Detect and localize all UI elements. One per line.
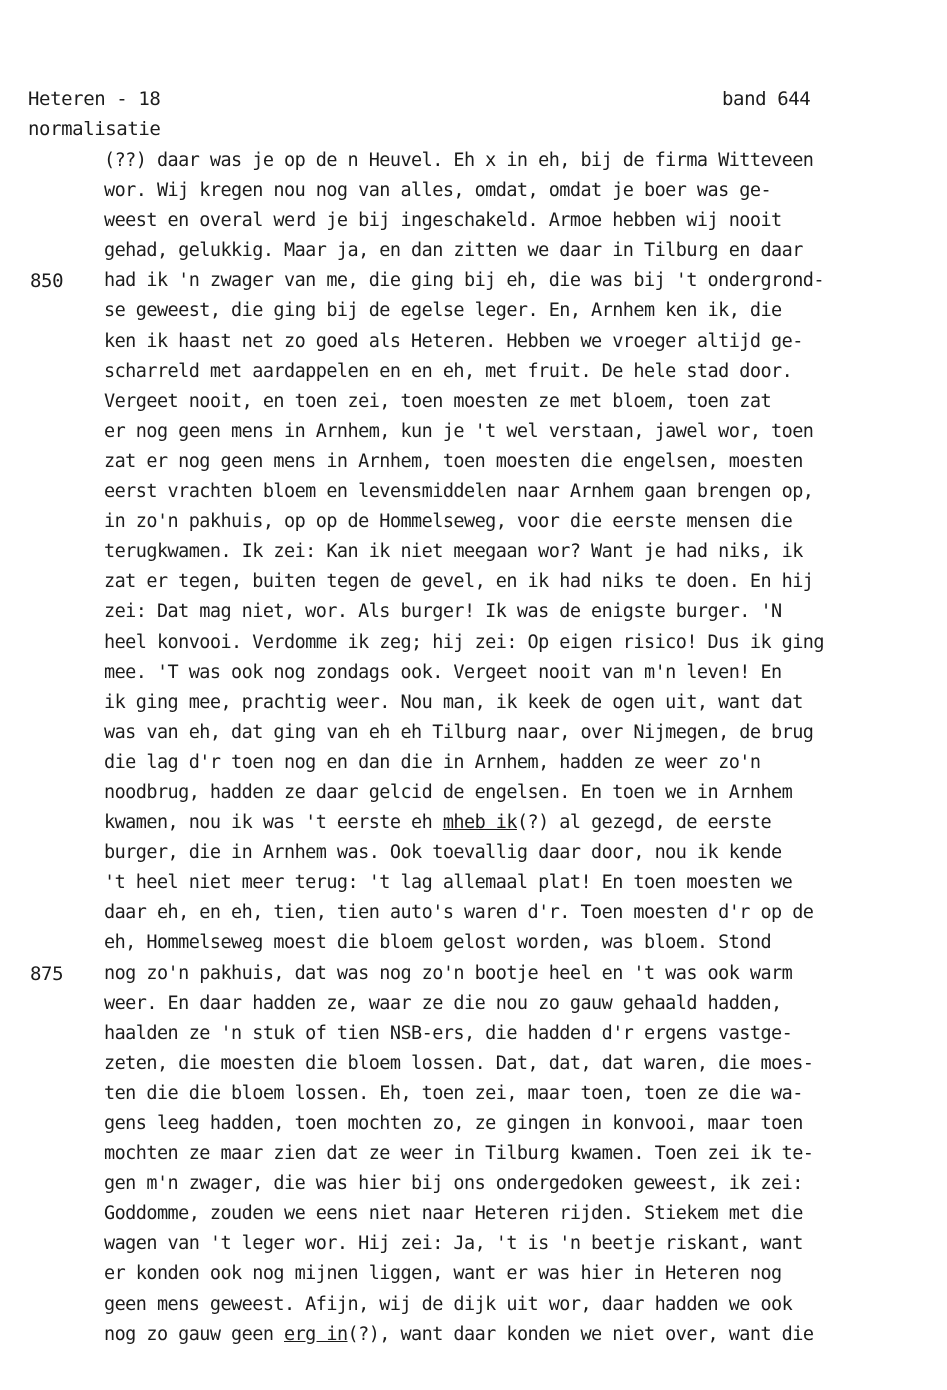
transcript-line: se geweest, die ging bij de egelse leger. En, Arnhem ken ik, die <box>104 300 782 322</box>
underlined-phrase: mheb ik <box>442 812 517 834</box>
transcript-line: weer. En daar hadden ze, waar ze die nou zo gauw gehaald hadden, <box>104 992 782 1014</box>
margin-line-number: 875 <box>30 963 64 985</box>
transcript-line: nog zo gauw geen erg in(?), want daar konden we niet over, want die <box>104 1323 814 1345</box>
transcript-line: 't heel niet meer terug: 't lag allemaal plat! En toen moesten we <box>104 872 793 894</box>
transcript-line: (??) daar was je op de n Heuvel. Eh x in eh, bij de firma Witteveen <box>104 150 814 171</box>
transcript-line: daar eh, en eh, tien, tien auto's waren d'r. Toen moesten d'r op de <box>104 902 814 924</box>
transcript-line: eerst vrachten bloem en levensmiddelen naar Arnhem gaan brengen op, <box>104 481 814 503</box>
normalisatie-label: normalisatie <box>28 118 161 140</box>
transcript-line: ik ging mee, prachtig weer. Nou man, ik keek de ogen uit, want dat <box>104 691 803 713</box>
transcript-line: noodbrug, hadden ze daar gelcid de engelsen. En toen we in Arnhem <box>104 781 793 803</box>
transcript-line: ten die die bloem lossen. Eh, toen zei, maar toen, toen ze die wa- <box>104 1082 803 1104</box>
document-title: Heteren - 18 <box>28 88 161 110</box>
transcript-line: had ik 'n zwager van me, die ging bij eh, die was bij 't ondergrond- <box>104 270 824 292</box>
transcript-line: Goddomme, zouden we eens niet naar Heteren rijden. Stiekem met die <box>104 1203 803 1225</box>
transcript-line: zat er tegen, buiten tegen de gevel, en ik had niks te doen. En hij <box>104 571 814 593</box>
transcript-line: er nog geen mens in Arnhem, kun je 't wel verstaan, jawel wor, toen <box>104 420 814 442</box>
underlined-phrase: erg in <box>284 1323 348 1345</box>
transcript-line: gens leeg hadden, toen mochten zo, ze gingen in konvooi, maar toen <box>104 1113 803 1134</box>
transcript-line: burger, die in Arnhem was. Ook toevallig daar door, nou ik kende <box>104 842 782 864</box>
transcript-line: die lag d'r toen nog en dan die in Arnhem, hadden ze weer zo'n <box>104 751 761 773</box>
transcript-line: gehad, gelukkig. Maar ja, en dan zitten we daar in Tilburg en daar <box>104 240 803 262</box>
transcript-line: mochten ze maar zien dat ze weer in Tilburg kwamen. Toen zei ik te- <box>104 1143 814 1165</box>
transcript-line: geen mens geweest. Afijn, wij de dijk uit wor, daar hadden we ook <box>104 1293 793 1315</box>
transcript-line: eh, Hommelseweg moest die bloem gelost worden, was bloem. Stond <box>104 932 772 954</box>
transcript-line: wor. Wij kregen nou nog van alles, omdat, omdat je boer was ge- <box>104 180 772 202</box>
transcript-line: zei: Dat mag niet, wor. Als burger! Ik was de enigste burger. 'N <box>104 601 782 623</box>
transcript-line: zat er nog geen mens in Arnhem, toen moesten die engelsen, moesten <box>104 450 803 472</box>
transcript-line: nog zo'n pakhuis, dat was nog zo'n bootje heel en 't was ook warm <box>104 962 793 984</box>
transcript-line: zeten, die moesten die bloem lossen. Dat, dat, dat waren, die moes- <box>104 1052 814 1074</box>
margin-line-number: 850 <box>30 270 64 292</box>
transcript-line: scharreld met aardappelen en en eh, met fruit. De hele stad door. <box>104 360 793 382</box>
transcript-line: gen m'n zwager, die was hier bij ons ondergedoken geweest, ik zei: <box>104 1173 803 1195</box>
transcript-line: was van eh, dat ging van eh eh Tilburg naar, over Nijmegen, de brug <box>104 721 814 743</box>
transcript-line: er konden ook nog mijnen liggen, want er was hier in Heteren nog <box>104 1263 782 1285</box>
transcript-line: mee. 'T was ook nog zondags ook. Vergeet nooit van m'n leven! En <box>104 661 782 683</box>
transcript-line: haalden ze 'n stuk of tien NSB-ers, die hadden d'r ergens vastge- <box>104 1022 793 1044</box>
band-label: band 644 <box>722 88 811 110</box>
transcript-line: wagen van 't leger wor. Hij zei: Ja, 't is 'n beetje riskant, want <box>104 1233 803 1255</box>
transcript-line: Vergeet nooit, en toen zei, toen moesten ze met bloem, toen zat <box>104 390 772 412</box>
transcript-line: ken ik haast net zo goed als Heteren. Hebben we vroeger altijd ge- <box>104 330 803 352</box>
transcript-line: kwamen, nou ik was 't eerste eh mheb ik(?) al gezegd, de eerste <box>104 812 772 834</box>
transcript-line: in zo'n pakhuis, op op de Hommelseweg, voor die eerste mensen die <box>104 511 793 533</box>
transcript-body <box>104 146 939 1350</box>
transcript-line: heel konvooi. Verdomme ik zeg; hij zei: Op eigen risico! Dus ik ging <box>104 631 824 653</box>
transcript-line: weest en overal werd je bij ingeschakeld. Armoe hebben wij nooit <box>104 210 782 232</box>
transcript-line: terugkwamen. Ik zei: Kan ik niet meegaan wor? Want je had niks, ik <box>104 541 803 563</box>
